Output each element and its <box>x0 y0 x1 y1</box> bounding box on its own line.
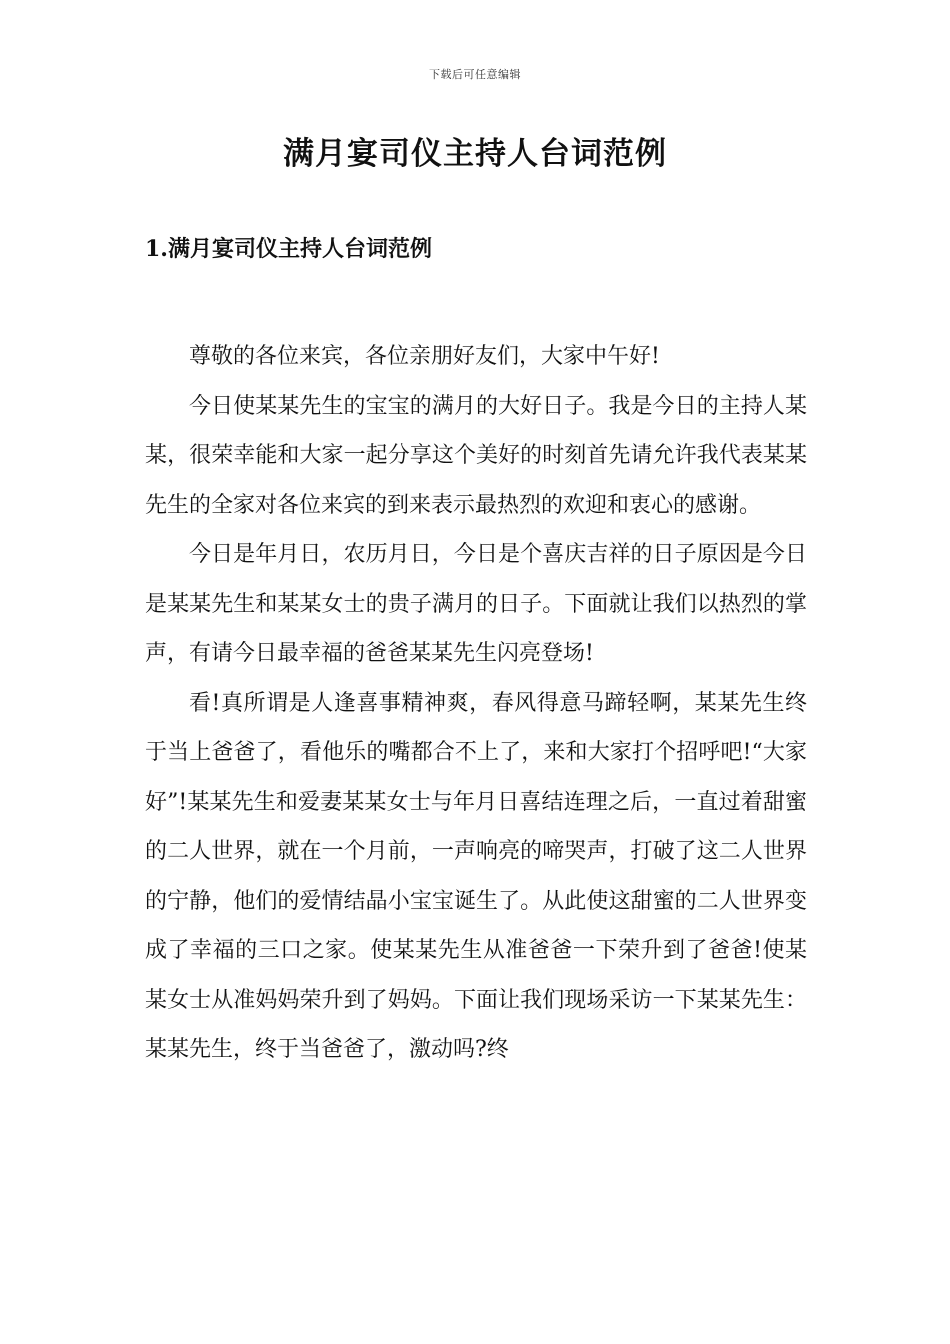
header-note: 下载后可任意编辑 <box>429 68 521 81</box>
paragraph-date: 今日是年月日，农历月日，今日是个喜庆吉祥的日子原因是今日是某某先生和某某女士的贵子满月的日子。下面就让我们以热烈的掌声，有请今日最幸福的爸爸某某先生闪亮登场! <box>145 542 807 666</box>
document-title: 满月宴司仪主持人台词范例 <box>283 136 667 172</box>
section-heading: 1.满月宴司仪主持人台词范例 <box>145 236 432 262</box>
paragraph-introduction: 今日使某某先生的宝宝的满月的大好日子。我是今日的主持人某某，很荣幸能和大家一起分享这个美好的时刻首先请允许我代表某某先生的全家对各位来宾的到来表示最热烈的欢迎和衷心的感谢。 <box>145 393 807 518</box>
paragraph-greeting: 尊敬的各位来宾，各位亲朋好友们，大家中午好! <box>189 344 660 369</box>
document-body <box>145 332 807 1075</box>
paragraph-story: 看!真所谓是人逢喜事精神爽，春风得意马蹄轻啊，某某先生终于当上爸爸了，看他乐的嘴都合不上了，来和大家打个招呼吧!“大家好”!某某先生和爱妻某某女士与年月日喜结连理之后，一直过着甜蜜的二人世界，就在一个月前，一声响亮的啼哭声，打破了这二人世界的宁静，他们的爱情结晶小宝宝诞生了。从此使这甜蜜的二人世界变成了幸福的三口之家。使某某先生从准爸爸一下荣升到了爸爸!使某某女士从准妈妈荣升到了妈妈。下面让我们现场采访一下某某先生：某某先生，终于当爸爸了，激动吗?终 <box>145 690 807 1062</box>
